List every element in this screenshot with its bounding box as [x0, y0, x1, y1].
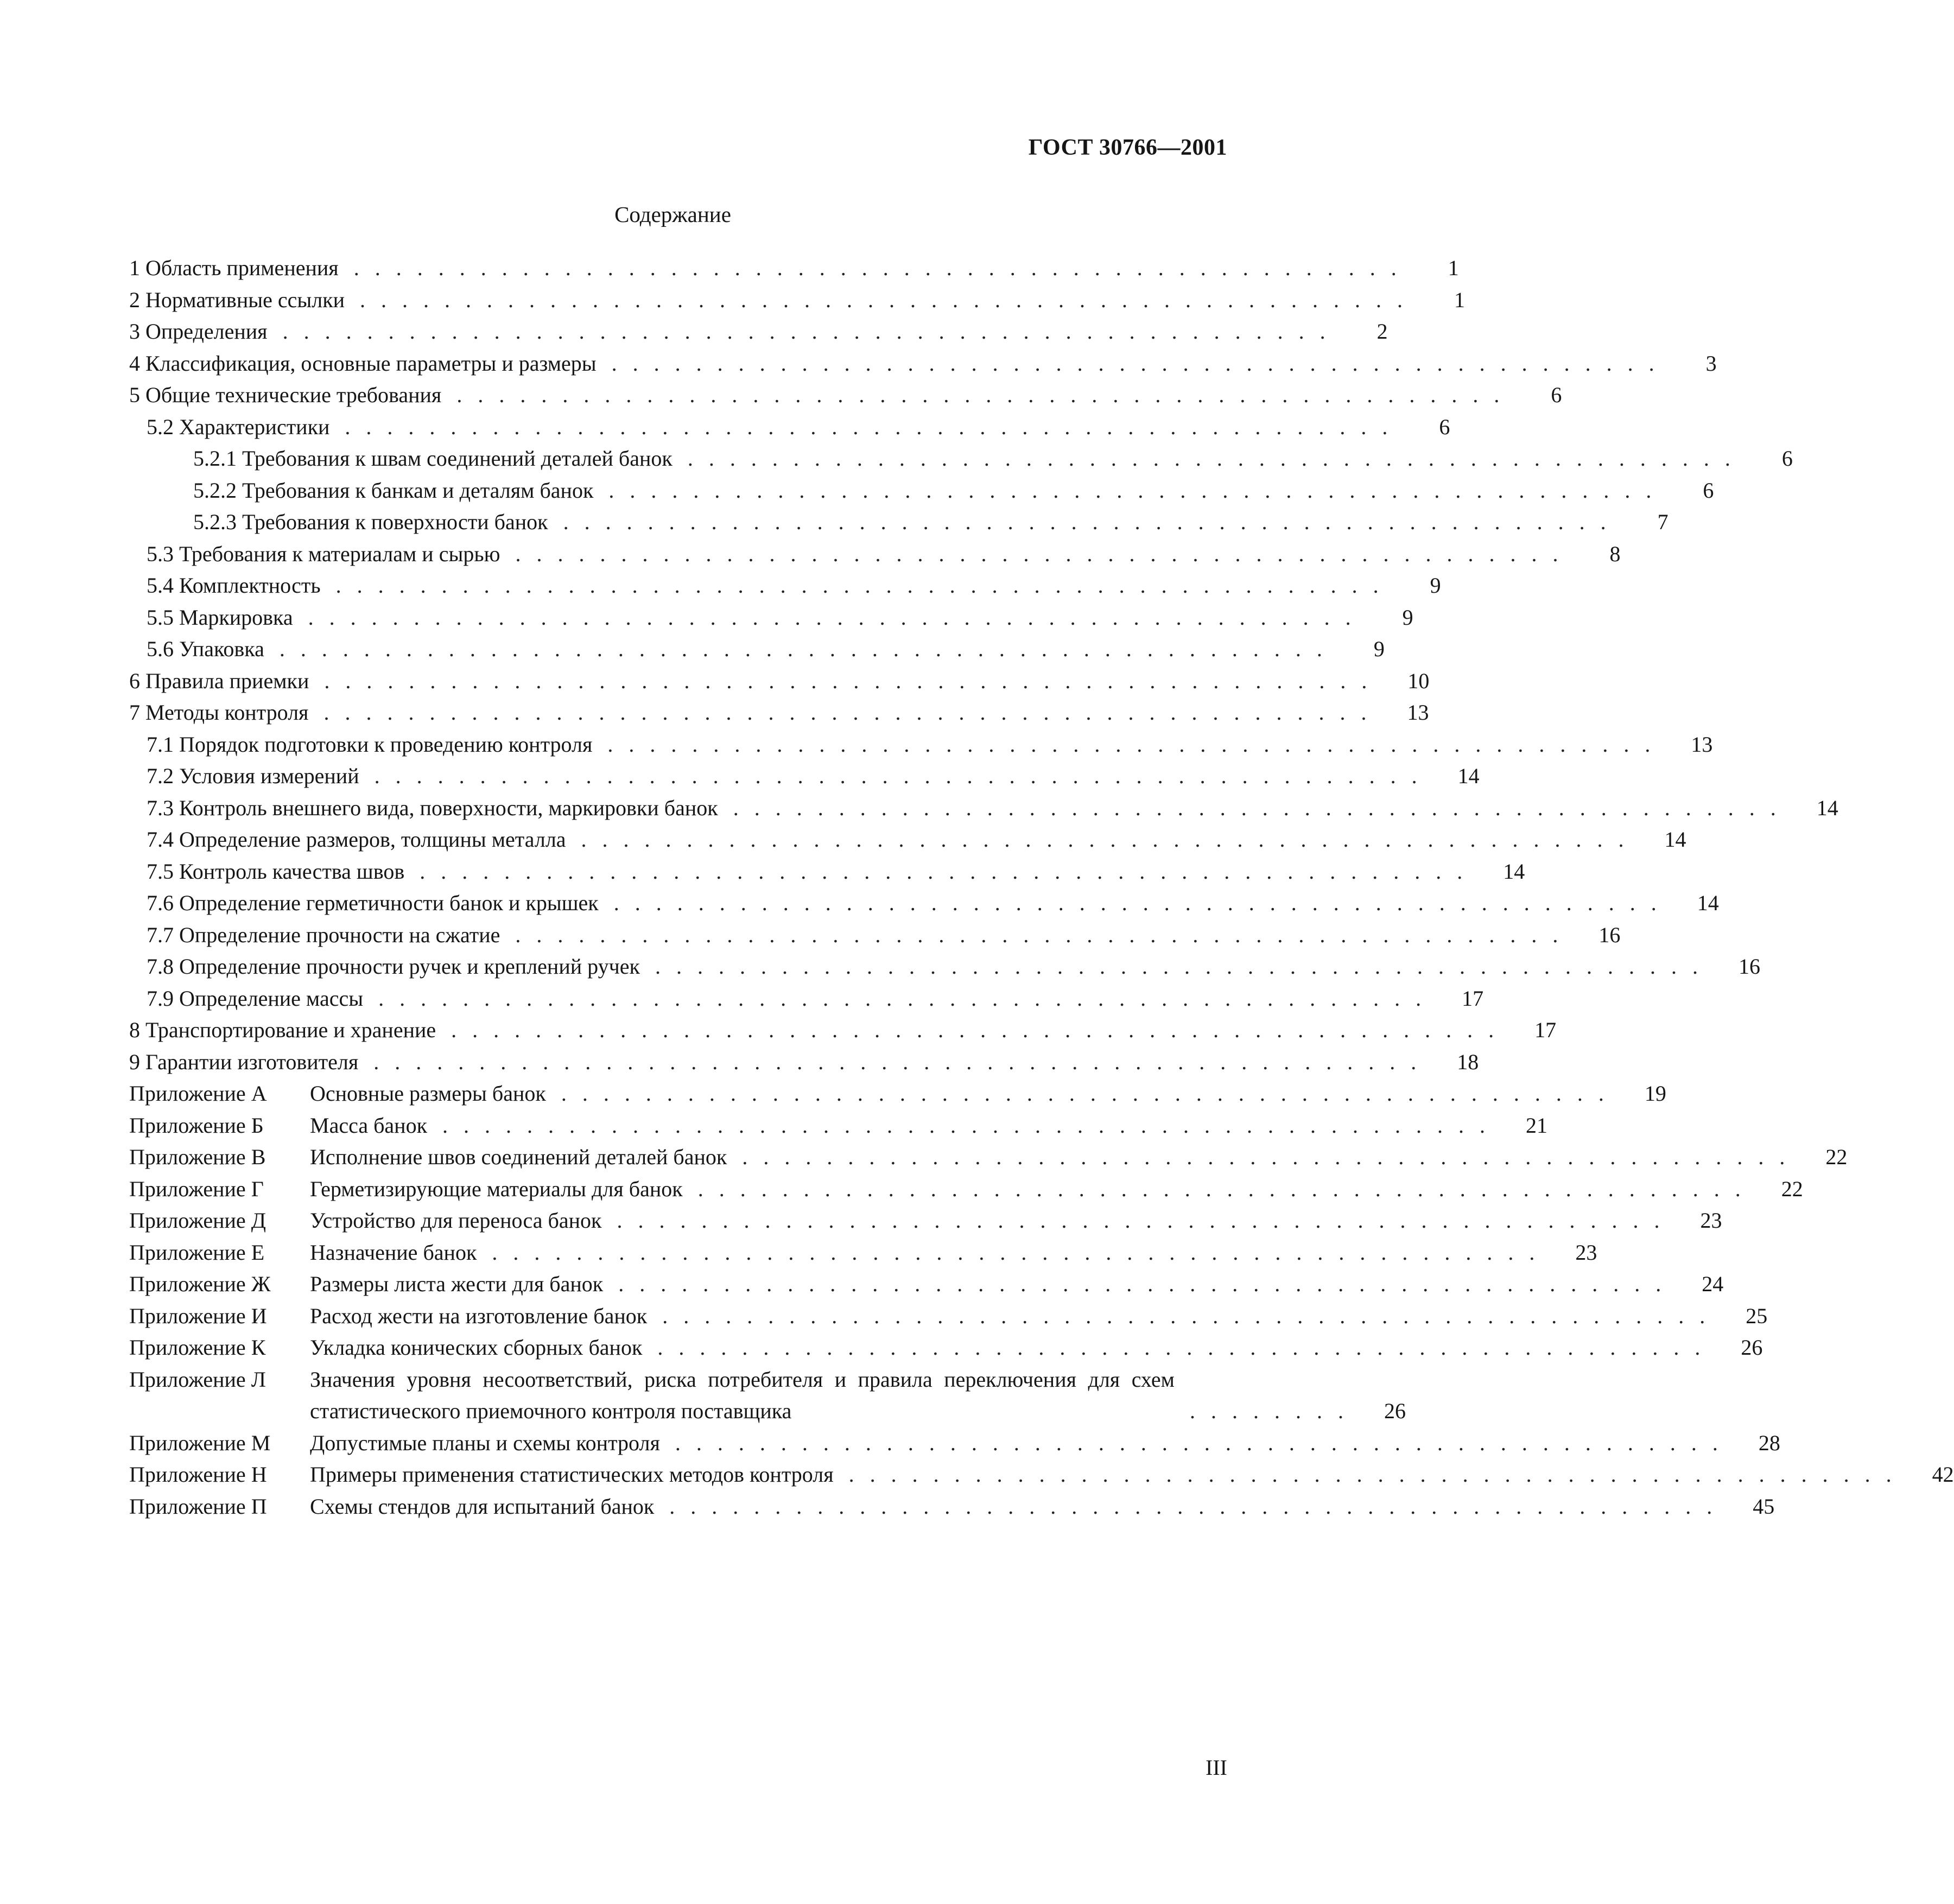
- leader-dots: ..................................................: [279, 637, 1338, 661]
- toc-appendix-entry[interactable]: [129, 1300, 1768, 1332]
- toc-entry-label: 5.2 Характеристики: [147, 414, 330, 439]
- toc-entry[interactable]: [129, 1014, 1557, 1046]
- toc-entry-page: 45: [1753, 1494, 1775, 1519]
- leader-dots: ..................................................: [374, 764, 1433, 788]
- leader-dots: ..................................................: [308, 605, 1367, 630]
- leader-dots: ..................................................: [378, 986, 1437, 1011]
- toc-entry-page: 10: [1407, 668, 1430, 693]
- leader-dots: ..................................................: [515, 541, 1574, 566]
- toc-entry-page: 14: [1697, 891, 1719, 915]
- leader-dots: ..................................................: [733, 795, 1792, 820]
- toc-entry[interactable]: [129, 633, 1385, 665]
- toc-entry-page: 9: [1402, 605, 1413, 630]
- appendix-prefix: Приложение Н: [129, 1462, 267, 1487]
- toc-entry-label: 5.6 Упаковка: [147, 637, 264, 661]
- leader-dots: ..................................................: [675, 1430, 1734, 1455]
- toc-appendix-entry[interactable]: [129, 1141, 1848, 1173]
- toc-entry-page: 28: [1758, 1430, 1780, 1455]
- leader-dots: ..................................................: [607, 732, 1666, 757]
- leader-dots: ..................................................: [373, 1049, 1432, 1074]
- appendix-title: Назначение банок: [310, 1240, 477, 1265]
- table-of-contents: [129, 252, 1954, 1522]
- toc-entry-label: 7.3 Контроль внешнего вида, поверхности, маркировки банок: [147, 795, 718, 820]
- leader-dots: ..................................................: [324, 668, 1383, 693]
- leader-dots: ..................................................: [492, 1240, 1551, 1265]
- toc-appendix-entry[interactable]: [129, 1427, 1780, 1459]
- toc-entry-label: 4 Классификация, основные параметры и размеры: [129, 351, 597, 376]
- appendix-prefix: Приложение А: [129, 1081, 267, 1106]
- toc-entry-page: 24: [1702, 1272, 1724, 1296]
- toc-entry[interactable]: [129, 792, 1838, 824]
- leader-dots: ..................................................: [618, 1272, 1677, 1296]
- appendix-prefix: Приложение М: [129, 1430, 271, 1455]
- toc-entry-label: 2 Нормативные ссылки: [129, 287, 345, 312]
- leader-dots: ..................................................: [613, 891, 1672, 915]
- toc-entry-label: 5.2.3 Требования к поверхности банок: [193, 510, 548, 534]
- appendix-prefix: Приложение Д: [129, 1208, 266, 1233]
- toc-entry-label: 9 Гарантии изготовителя: [129, 1049, 359, 1074]
- leader-dots: ..................................................: [451, 1018, 1510, 1042]
- toc-entry[interactable]: [129, 887, 1719, 919]
- toc-entry-label: 7.9 Определение массы: [147, 986, 364, 1011]
- toc-entry[interactable]: [129, 379, 1562, 411]
- appendix-prefix: Приложение Е: [129, 1240, 265, 1265]
- appendix-title: Допустимые планы и схемы контроля: [310, 1430, 660, 1455]
- toc-entry-page: 7: [1657, 510, 1668, 534]
- leader-dots: ..................................................: [742, 1145, 1801, 1169]
- appendix-title: Значения уровня несоответствий, риска потребителя и правила переключения для схем статистического приемочного контроля поставщика: [310, 1367, 1175, 1423]
- toc-entry-label: 7.5 Контроль качества швов: [147, 859, 405, 884]
- leader-dots: ..................................................: [581, 827, 1640, 852]
- toc-entry-page: 1: [1454, 287, 1466, 312]
- toc-entry-label: 1 Область применения: [129, 256, 339, 280]
- toc-entry-label: 5.3 Требования к материалам и сырью: [147, 541, 500, 566]
- toc-entry-label: 7.8 Определение прочности ручек и креплений ручек: [147, 954, 640, 979]
- leader-dots: ..................................................: [655, 954, 1714, 979]
- toc-entry-page: 1: [1448, 256, 1459, 280]
- appendix-title: Расход жести на изготовление банок: [310, 1303, 648, 1328]
- toc-entry-label: 7.6 Определение герметичности банок и крышек: [147, 891, 599, 915]
- toc-entry-label: 3 Определения: [129, 319, 268, 344]
- appendix-title: Примеры применения статистических методов контроля: [310, 1462, 834, 1487]
- appendix-prefix: Приложение Г: [129, 1176, 264, 1201]
- toc-entry[interactable]: [129, 284, 1466, 316]
- appendix-title: Исполнение швов соединений деталей банок: [310, 1145, 727, 1169]
- appendix-title: Масса банок: [310, 1113, 428, 1138]
- toc-title: Содержание: [614, 202, 731, 227]
- leader-dots: ..................................................: [515, 922, 1574, 947]
- toc-entry-page: 23: [1700, 1208, 1722, 1233]
- toc-entry-page: 26: [1384, 1399, 1406, 1423]
- toc-entry-label: 7 Методы контроля: [129, 700, 309, 725]
- toc-appendix-entry[interactable]: [129, 1459, 1954, 1491]
- toc-entry-page: 22: [1825, 1145, 1848, 1169]
- leader-dots: ..................................................: [442, 1113, 1501, 1138]
- toc-entry-page: 14: [1664, 827, 1686, 852]
- toc-entry[interactable]: [129, 602, 1413, 634]
- toc-appendix-entry[interactable]: [129, 1491, 1775, 1523]
- toc-entry[interactable]: [129, 760, 1480, 792]
- leader-dots: ..................................................: [608, 478, 1667, 503]
- toc-entry-label: 5.4 Комплектность: [147, 573, 321, 598]
- appendix-prefix: Приложение В: [129, 1145, 266, 1169]
- toc-entry-page: 6: [1703, 478, 1714, 503]
- toc-entry-page: 9: [1373, 637, 1385, 661]
- toc-entry-page: 13: [1691, 732, 1713, 757]
- toc-entry-page: 21: [1526, 1113, 1548, 1138]
- toc-entry-page: 23: [1575, 1240, 1597, 1265]
- toc-entry-page: 13: [1407, 700, 1429, 725]
- toc-entry[interactable]: [129, 983, 1484, 1015]
- toc-entry-page: 14: [1816, 795, 1838, 820]
- toc-entry-page: 2: [1376, 319, 1388, 344]
- leader-dots: ..................................................: [848, 1462, 1907, 1487]
- appendix-title: Основные размеры банок: [310, 1081, 546, 1106]
- toc-entry-page: 17: [1462, 986, 1484, 1011]
- toc-entry-label: 5.2.2 Требования к банкам и деталям банок: [193, 478, 594, 503]
- toc-entry-label: 5 Общие технические требования: [129, 383, 442, 407]
- toc-entry[interactable]: [129, 856, 1525, 888]
- toc-entry-page: 6: [1551, 383, 1562, 407]
- leader-dots: ..................................................: [282, 319, 1341, 344]
- appendix-title: Герметизирующие материалы для банок: [310, 1176, 683, 1201]
- leader-dots: ..................................................: [561, 1081, 1620, 1106]
- toc-appendix-entry[interactable]: [129, 1205, 1722, 1237]
- toc-entry-label: 7.2 Условия измерений: [147, 764, 359, 788]
- toc-entry[interactable]: [129, 411, 1450, 443]
- toc-entry-label: 6 Правила приемки: [129, 668, 309, 693]
- appendix-prefix: Приложение И: [129, 1303, 267, 1328]
- toc-entry-page: 18: [1457, 1049, 1479, 1074]
- toc-appendix-entry[interactable]: [129, 1237, 1597, 1269]
- leader-dots: ..................................................: [657, 1335, 1716, 1360]
- leader-dots: ..................................................: [662, 1303, 1721, 1328]
- appendix-prefix: Приложение К: [129, 1335, 266, 1360]
- appendix-prefix: Приложение Л: [129, 1367, 266, 1392]
- leader-dots: ..................................................: [611, 351, 1670, 376]
- toc-entry[interactable]: [129, 506, 1668, 538]
- toc-appendix-entry[interactable]: [129, 1364, 1406, 1427]
- toc-entry[interactable]: [129, 729, 1713, 761]
- leader-dots: ..................................................: [353, 256, 1412, 280]
- appendix-prefix: Приложение Ж: [129, 1272, 271, 1296]
- toc-entry-page: 8: [1609, 541, 1621, 566]
- toc-entry-page: 22: [1781, 1176, 1803, 1201]
- toc-entry-page: 19: [1644, 1081, 1666, 1106]
- toc-entry[interactable]: [129, 252, 1459, 284]
- toc-appendix-entry[interactable]: [129, 1268, 1724, 1300]
- leader-dots: ..................................................: [345, 414, 1404, 439]
- toc-entry-page: 42: [1932, 1462, 1954, 1487]
- toc-entry[interactable]: [129, 665, 1430, 697]
- toc-entry[interactable]: [129, 348, 1717, 380]
- leader-dots: ..................................................: [456, 383, 1515, 407]
- toc-entry-page: 16: [1598, 922, 1621, 947]
- appendix-prefix: Приложение П: [129, 1494, 267, 1519]
- toc-entry[interactable]: [129, 824, 1686, 856]
- leader-dots: ..................................................: [563, 510, 1622, 534]
- toc-appendix-entry[interactable]: [129, 1332, 1763, 1364]
- toc-entry-page: 6: [1781, 446, 1793, 471]
- toc-entry[interactable]: [129, 570, 1441, 602]
- toc-appendix-entry[interactable]: [129, 1078, 1666, 1110]
- appendix-title: Схемы стендов для испытаний банок: [310, 1494, 655, 1519]
- toc-entry-label: 5.2.1 Требования к швам соединений деталей банок: [193, 446, 673, 471]
- page-number: III: [1206, 1755, 1227, 1780]
- leader-dots: ..................................................: [420, 859, 1479, 884]
- toc-entry[interactable]: [129, 475, 1714, 507]
- toc-entry-page: 26: [1741, 1335, 1763, 1360]
- toc-appendix-entry[interactable]: [129, 1110, 1548, 1142]
- toc-entry-label: 7.4 Определение размеров, толщины металла: [147, 827, 566, 852]
- toc-entry[interactable]: [129, 951, 1760, 983]
- toc-entry-page: 9: [1430, 573, 1441, 598]
- toc-entry-page: 6: [1439, 414, 1450, 439]
- toc-entry-page: 14: [1457, 764, 1480, 788]
- appendix-title: Устройство для переноса банок: [310, 1208, 602, 1233]
- leader-dots: ........: [1190, 1399, 1359, 1423]
- document-code: ГОСТ 30766—2001: [1028, 135, 1227, 160]
- toc-entry-label: 7.7 Определение прочности на сжатие: [147, 922, 500, 947]
- toc-entry[interactable]: [129, 919, 1621, 951]
- toc-entry-page: 25: [1746, 1303, 1768, 1328]
- toc-entry[interactable]: [129, 538, 1621, 570]
- toc-entry[interactable]: [129, 1046, 1479, 1078]
- leader-dots: ..................................................: [360, 287, 1419, 312]
- leader-dots: ..................................................: [669, 1494, 1728, 1519]
- toc-entry[interactable]: [129, 316, 1388, 348]
- toc-entry-page: 16: [1738, 954, 1760, 979]
- appendix-title: Размеры листа жести для банок: [310, 1272, 604, 1296]
- toc-entry-label: 5.5 Маркировка: [147, 605, 293, 630]
- toc-entry-page: 17: [1534, 1018, 1557, 1042]
- leader-dots: ..................................................: [687, 446, 1746, 471]
- leader-dots: ..................................................: [335, 573, 1394, 598]
- toc-appendix-entry[interactable]: [129, 1173, 1803, 1205]
- appendix-prefix: Приложение Б: [129, 1113, 264, 1138]
- appendix-title: Укладка конических сборных банок: [310, 1335, 643, 1360]
- leader-dots: ..................................................: [697, 1176, 1756, 1201]
- toc-entry-page: 3: [1705, 351, 1717, 376]
- leader-dots: ..................................................: [323, 700, 1382, 725]
- toc-entry[interactable]: [129, 697, 1429, 729]
- toc-entry-page: 14: [1503, 859, 1525, 884]
- leader-dots: ..................................................: [617, 1208, 1676, 1233]
- toc-entry-label: 7.1 Порядок подготовки к проведению контроля: [147, 732, 593, 757]
- toc-entry[interactable]: [129, 443, 1793, 475]
- toc-entry-label: 8 Транспортирование и хранение: [129, 1018, 436, 1042]
